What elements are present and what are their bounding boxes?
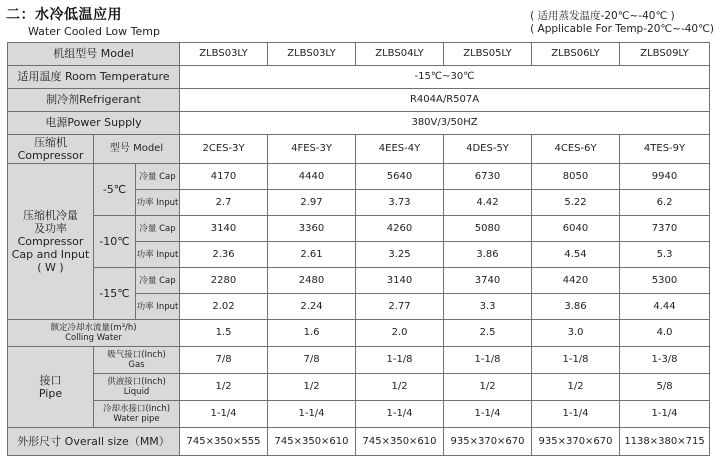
cap-cell: 4260 bbox=[356, 216, 444, 242]
table-row-compressor bbox=[8, 135, 710, 164]
applicable-range-note bbox=[530, 10, 714, 36]
model-label: 机组型号 Model bbox=[8, 43, 180, 66]
model-cell: ZLBS06LY bbox=[532, 43, 620, 66]
input-cell: 4.42 bbox=[444, 190, 532, 216]
water-flow-label bbox=[8, 320, 180, 347]
water-flow-label-en: Colling Water bbox=[65, 333, 122, 343]
cap-group-en-2: Cap and Input bbox=[11, 248, 90, 261]
gas-label-cn: 吸气接口(Inch) bbox=[107, 350, 166, 360]
cap-input-group-label bbox=[8, 164, 94, 320]
cap-label: 冷量 Cap bbox=[136, 268, 180, 294]
cap-cell: 2280 bbox=[180, 268, 268, 294]
cap-cell: 5300 bbox=[620, 268, 710, 294]
refrigerant-value: R404A/R507A bbox=[180, 89, 710, 112]
input-cell: 2.77 bbox=[356, 294, 444, 320]
compressor-model-cell: 2CES-3Y bbox=[180, 135, 268, 164]
cap-cell: 9940 bbox=[620, 164, 710, 190]
water-pipe-label-cn: 冷却水接口(Inch) bbox=[102, 404, 171, 414]
pipe-label-cn: 接口 bbox=[39, 374, 62, 387]
input-cell: 3.86 bbox=[532, 294, 620, 320]
gas-cell: 1-1/8 bbox=[532, 347, 620, 374]
size-cell: 745×350×555 bbox=[180, 428, 268, 456]
spec-table bbox=[7, 42, 710, 456]
water-flow-cell: 4.0 bbox=[620, 320, 710, 347]
water-flow-cell: 3.0 bbox=[532, 320, 620, 347]
page-header bbox=[6, 4, 160, 38]
liquid-cell: 1/2 bbox=[444, 374, 532, 401]
cap-cell: 3740 bbox=[444, 268, 532, 294]
compressor-model-label: 型号 Model bbox=[94, 135, 180, 164]
table-row-water-pipe bbox=[8, 401, 710, 428]
cap-group-cn-2: 及功率 bbox=[34, 222, 67, 235]
model-cell: ZLBS04LY bbox=[356, 43, 444, 66]
pipe-label-en: Pipe bbox=[38, 387, 63, 400]
table-row-cap bbox=[8, 164, 710, 190]
input-cell: 2.61 bbox=[268, 242, 356, 268]
cap-cell: 8050 bbox=[532, 164, 620, 190]
input-cell: 2.36 bbox=[180, 242, 268, 268]
range-note-cn: ( 适用蒸发温度-20℃~-40℃ ) bbox=[530, 10, 675, 22]
cap-label: 冷量 Cap bbox=[136, 164, 180, 190]
gas-cell: 1-3/8 bbox=[620, 347, 710, 374]
water-pipe-label bbox=[94, 401, 180, 428]
compressor-model-cell: 4EES-4Y bbox=[356, 135, 444, 164]
power-label: 电源Power Supply bbox=[8, 112, 180, 135]
cap-group-cn-1: 压缩机冷量 bbox=[23, 209, 78, 222]
gas-label-en: Gas bbox=[128, 360, 145, 370]
cap-label: 冷量 Cap bbox=[136, 216, 180, 242]
input-cell: 2.02 bbox=[180, 294, 268, 320]
cap-cell: 6040 bbox=[532, 216, 620, 242]
liquid-cell: 1/2 bbox=[180, 374, 268, 401]
input-label: 功率 Input bbox=[136, 242, 180, 268]
table-row-liquid bbox=[8, 374, 710, 401]
input-cell: 5.3 bbox=[620, 242, 710, 268]
cap-cell: 3140 bbox=[356, 268, 444, 294]
compressor-label-cn: 压缩机 bbox=[34, 136, 67, 149]
cap-cell: 3360 bbox=[268, 216, 356, 242]
input-cell: 3.86 bbox=[444, 242, 532, 268]
cap-cell: 2480 bbox=[268, 268, 356, 294]
table-row-model bbox=[8, 43, 710, 66]
compressor-model-cell: 4TES-9Y bbox=[620, 135, 710, 164]
liquid-label-en: Liquid bbox=[123, 387, 150, 397]
input-cell: 3.73 bbox=[356, 190, 444, 216]
cap-cell: 5080 bbox=[444, 216, 532, 242]
input-cell: 2.24 bbox=[268, 294, 356, 320]
size-label: 外形尺寸 Overall size（MM） bbox=[8, 428, 180, 456]
cap-cell: 4170 bbox=[180, 164, 268, 190]
water-flow-cell: 1.5 bbox=[180, 320, 268, 347]
input-cell: 5.22 bbox=[532, 190, 620, 216]
pipe-label bbox=[8, 347, 94, 428]
water-flow-cell: 2.0 bbox=[356, 320, 444, 347]
cap-cell: 5640 bbox=[356, 164, 444, 190]
table-row-size bbox=[8, 428, 710, 456]
compressor-model-cell: 4DES-5Y bbox=[444, 135, 532, 164]
power-value: 380V/3/50HZ bbox=[180, 112, 710, 135]
compressor-label bbox=[8, 135, 94, 164]
compressor-model-cell: 4FES-3Y bbox=[268, 135, 356, 164]
input-cell: 2.7 bbox=[180, 190, 268, 216]
liquid-cell: 1/2 bbox=[532, 374, 620, 401]
input-cell: 2.97 bbox=[268, 190, 356, 216]
input-cell: 3.3 bbox=[444, 294, 532, 320]
size-cell: 935×370×670 bbox=[444, 428, 532, 456]
gas-label bbox=[94, 347, 180, 374]
liquid-cell: 5/8 bbox=[620, 374, 710, 401]
refrigerant-label: 制冷剂Refrigerant bbox=[8, 89, 180, 112]
table-row-power bbox=[8, 112, 710, 135]
water-pipe-label-en: Water pipe bbox=[113, 414, 160, 424]
table-row-cap bbox=[8, 268, 710, 294]
temp-label: -15℃ bbox=[94, 268, 136, 320]
cap-cell: 4440 bbox=[268, 164, 356, 190]
water-pipe-cell: 1-1/4 bbox=[356, 401, 444, 428]
compressor-label-en: Compressor bbox=[17, 149, 84, 162]
cap-group-en-3: ( W ) bbox=[37, 261, 64, 274]
size-cell: 935×370×670 bbox=[532, 428, 620, 456]
water-flow-cell: 2.5 bbox=[444, 320, 532, 347]
size-cell: 745×350×610 bbox=[356, 428, 444, 456]
gas-cell: 1-1/8 bbox=[356, 347, 444, 374]
cap-cell: 7370 bbox=[620, 216, 710, 242]
input-label: 功率 Input bbox=[136, 190, 180, 216]
table-row-water-flow bbox=[8, 320, 710, 347]
liquid-cell: 1/2 bbox=[268, 374, 356, 401]
table-row-gas bbox=[8, 347, 710, 374]
model-cell: ZLBS05LY bbox=[444, 43, 532, 66]
model-cell: ZLBS03LY bbox=[268, 43, 356, 66]
cap-cell: 3140 bbox=[180, 216, 268, 242]
room-temp-value: -15℃~30℃ bbox=[180, 66, 710, 89]
cap-cell: 4420 bbox=[532, 268, 620, 294]
water-flow-label-cn: 额定冷却水流量(m³/h) bbox=[50, 323, 137, 333]
water-pipe-cell: 1-1/4 bbox=[268, 401, 356, 428]
liquid-cell: 1/2 bbox=[356, 374, 444, 401]
input-cell: 4.54 bbox=[532, 242, 620, 268]
size-cell: 1138×380×715 bbox=[620, 428, 710, 456]
water-flow-cell: 1.6 bbox=[268, 320, 356, 347]
liquid-label-cn: 供液接口(Inch) bbox=[107, 377, 166, 387]
gas-cell: 1-1/8 bbox=[444, 347, 532, 374]
room-temp-label: 适用温度 Room Temperature bbox=[8, 66, 180, 89]
input-label: 功率 Input bbox=[136, 294, 180, 320]
water-pipe-cell: 1-1/4 bbox=[532, 401, 620, 428]
input-cell: 4.44 bbox=[620, 294, 710, 320]
input-cell: 3.25 bbox=[356, 242, 444, 268]
liquid-label bbox=[94, 374, 180, 401]
water-pipe-cell: 1-1/4 bbox=[180, 401, 268, 428]
water-pipe-cell: 1-1/4 bbox=[620, 401, 710, 428]
table-row-cap bbox=[8, 216, 710, 242]
model-cell: ZLBS03LY bbox=[180, 43, 268, 66]
gas-cell: 7/8 bbox=[180, 347, 268, 374]
temp-label: -5℃ bbox=[94, 164, 136, 216]
cap-cell: 6730 bbox=[444, 164, 532, 190]
range-note-en: ( Applicable For Temp-20℃~-40℃) bbox=[530, 23, 714, 35]
cap-group-en-1: Compressor bbox=[17, 235, 84, 248]
input-cell: 6.2 bbox=[620, 190, 710, 216]
section-title: 二：水冷低温应用 bbox=[6, 7, 122, 23]
table-row-room-temp bbox=[8, 66, 710, 89]
compressor-model-cell: 4CES-6Y bbox=[532, 135, 620, 164]
water-pipe-cell: 1-1/4 bbox=[444, 401, 532, 428]
size-cell: 745×350×610 bbox=[268, 428, 356, 456]
section-subtitle: Water Cooled Low Temp bbox=[28, 25, 160, 38]
gas-cell: 7/8 bbox=[268, 347, 356, 374]
table-row-refrigerant bbox=[8, 89, 710, 112]
temp-label: -10℃ bbox=[94, 216, 136, 268]
model-cell: ZLBS09LY bbox=[620, 43, 710, 66]
